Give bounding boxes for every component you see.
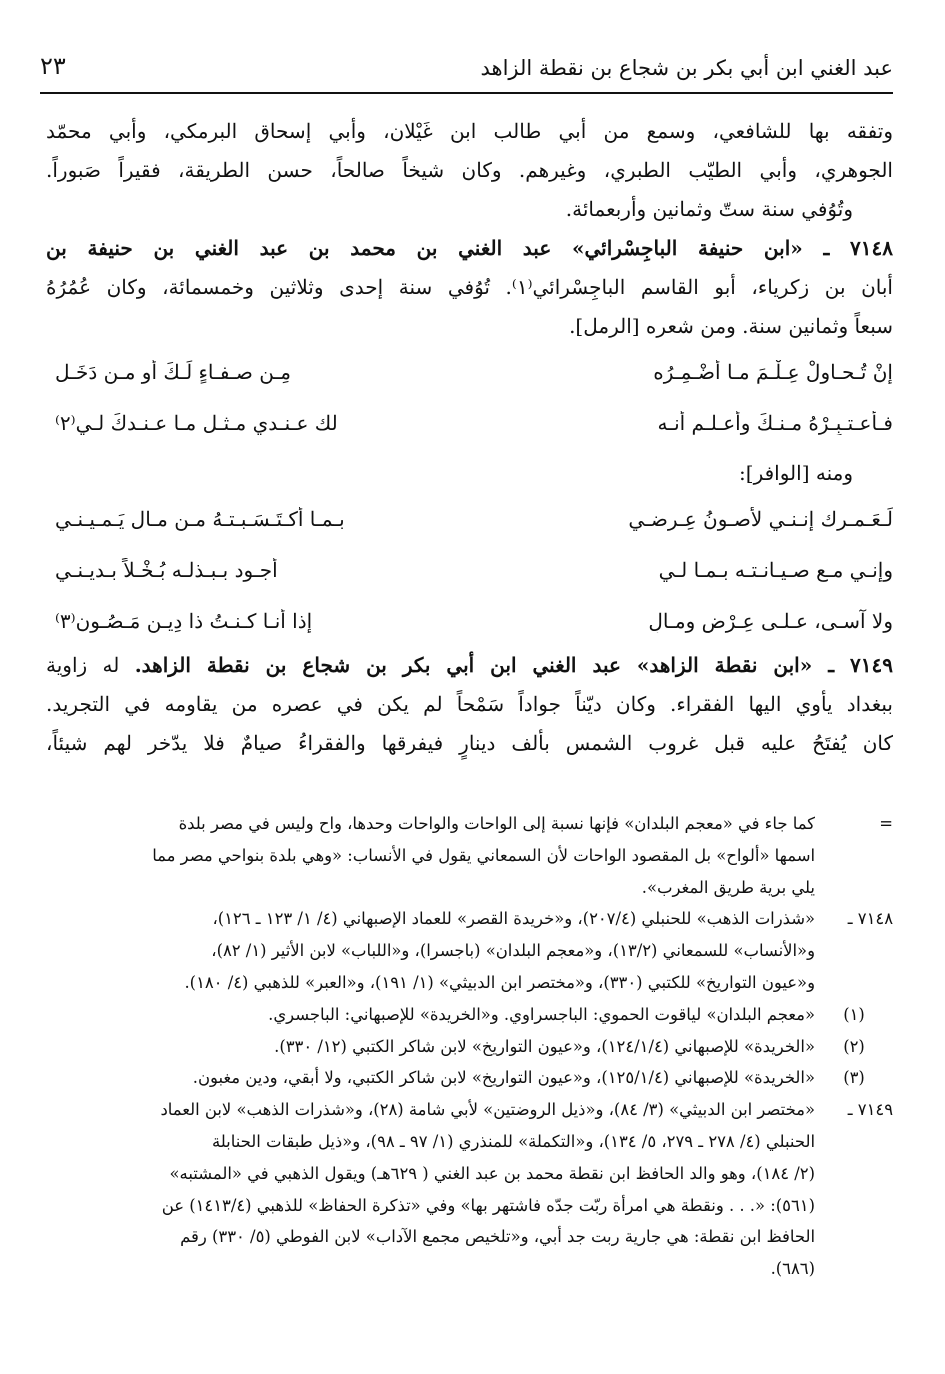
footnote-line: (٢/ ١٨٤)، وهو والد الحافظ ابن نقطة محمد بن عبد الغني ( ٦٢٩هـ) ويقول الذهبي في «المشتبه» bbox=[169, 1163, 815, 1183]
footnote-3 bbox=[46, 1062, 893, 1094]
footnote-continuation bbox=[46, 808, 893, 840]
footnote-number: (١) bbox=[843, 1004, 865, 1024]
body-line: وتفقه بها للشافعي، وسمع من أبي طالب ابن غَيْلان، وأبي إسحاق البرمكي، وأبي محمّد bbox=[46, 119, 893, 143]
poem-verse bbox=[46, 544, 893, 595]
footnote-number: (٣) bbox=[843, 1068, 865, 1088]
verse-first-hemistich: لَـعَـمـرك إنـنـي لأصـونُ عِـرضـي bbox=[628, 506, 893, 531]
footnote-1 bbox=[46, 999, 893, 1031]
verse-second-hemistich: أجـود بـبـذلـه بُـخْـلاً بـديـنـي bbox=[55, 557, 278, 582]
entry-7148-heading: ٧١٤٨ ـ «ابن حنيفة الباجِسْرائي» عبد الغني بن محمد بن عبد الغني بن حنيفة بن bbox=[46, 236, 893, 260]
footnote-line: و«عيون التواريخ» للكتبي (٣٣٠)، و«مختصر ابن الدبيثي» (١/ ١٩١)، و«العبر» للذهبي (٤/ ١٨٠). bbox=[184, 972, 815, 992]
verse-first-hemistich: ولا آسـى، عـلـى عِـرْضٍ ومـالٍ bbox=[648, 608, 893, 633]
entry-7148-line: أبان بن زكرياء، أبو القاسم الباجِسْرائي⁽١⁾. تُوُفي سنة إحدى وثلاثين وخمسمائة، وكان عُمُرُهُ bbox=[46, 275, 893, 299]
footnote-line-row bbox=[46, 1221, 893, 1253]
entry-7148-line: سبعاً وثمانين سنة. ومن شعره [الرمل]. bbox=[569, 314, 893, 338]
poem-verse bbox=[46, 397, 893, 448]
verse-second-hemistich: بـمـا أكـتَـسَـبـتـهُ مـن مـالِ يَـمـيـنـي bbox=[55, 506, 345, 531]
source-note-7148 bbox=[46, 903, 893, 935]
verse-second-hemistich: لك عـنـدي مـثـل مـا عـنـدكَ لـي⁽٢⁾ bbox=[55, 410, 338, 435]
footnote-line: الحنبلي (٤/ ٢٧٨ ـ ٢٧٩، ٥/ ١٣٤)، و«التكملة» للمنذري (١/ ٩٧ ـ ٩٨)، و«ذيل طبقات الحنابلة bbox=[211, 1131, 815, 1151]
footnotes bbox=[46, 808, 893, 1285]
footnote-line-row bbox=[46, 840, 893, 872]
poem-verse bbox=[46, 346, 893, 397]
footnote-line: كما جاء في «معجم البلدان» فإنها نسبة إلى الواحات والواحات وحدها، واح وليس في مصر بلدة bbox=[178, 814, 815, 833]
poem-verse bbox=[46, 493, 893, 544]
footnote-line-row bbox=[46, 1126, 893, 1158]
verse-second-hemistich: إذا أنـا كـنـتُ ذا دِيـنٍ مَـصُـونِ⁽٣⁾ bbox=[55, 608, 313, 633]
footnote-line: (٦٨٦). bbox=[770, 1259, 815, 1279]
footnote-line: «شذرات الذهب» للحنبلي (٢٠٧/٤)، و«خريدة القصر» للعماد الإصبهاني (٤/ ١/ ١٢٣ ـ ١٢٦)، bbox=[212, 909, 815, 929]
source-note-key: ٧١٤٨ ـ bbox=[847, 909, 893, 929]
header-title: عبد الغني ابن أبي بكر بن شجاع بن نقطة الزاهد bbox=[480, 56, 893, 80]
footnote-line: (٥٦١): «. . . ونقطة هي امرأة ربّت جدّه فاشتهر بها» وفي «تذكرة الحفاظ» للذهبي (١٤١٣/٤) عن bbox=[161, 1195, 815, 1215]
entry-7149-heading-tail: له زاوية bbox=[46, 653, 135, 677]
entry-7149-heading bbox=[46, 646, 893, 685]
entry-7149-line: ببغداد يأوي اليها الفقراء. وكان ديّناً جواداً سَمْحاً لم يكن في عصره من يقاومه في التجريد. bbox=[46, 692, 893, 716]
footnote-line: و«الأنساب» للسمعاني (١٣/٢)، و«معجم البلدان» (باجسرا)، و«اللباب» لابن الأثير (١/ ٨٢)، bbox=[211, 941, 815, 961]
footnote-line-row bbox=[46, 872, 893, 904]
footnote-number: (٢) bbox=[843, 1036, 865, 1056]
footnote-line-row bbox=[46, 1158, 893, 1190]
footnote-text: «الخريدة» للإصبهاني (١٢٥/١/٤)، و«عيون التواريخ» لابن شاكر الكتبي، ولا أبقي، ودين مغبون. bbox=[192, 1068, 815, 1088]
footnote-line: الحافظ ابن نقطة: هي جارية ربت جد أبي، و«تلخيص مجمع الآداب» لابن الفوطي (٥/ ٣٣٠) رقم bbox=[180, 1227, 815, 1247]
footnote-line-row bbox=[46, 1253, 893, 1285]
source-note-7149 bbox=[46, 1094, 893, 1126]
verse-first-hemistich: إنْ تُـحـاوِلْ عِـلْـمَ مـا أُضْـمِـرُه bbox=[653, 359, 893, 384]
footnote-text: «الخريدة» للإصبهاني (١٢٤/١/٤)، و«عيون التواريخ» لابن شاكر الكتبي (١٢/ ٣٣٠). bbox=[274, 1036, 815, 1056]
footnote-line-row bbox=[46, 935, 893, 967]
continuation-mark: = bbox=[879, 814, 893, 833]
body-line: وتُوُفي سنة ستّ وثمانين وأربعمائة. bbox=[565, 197, 853, 221]
page-number: ٢٣ bbox=[40, 52, 66, 80]
footnote-line-row bbox=[46, 967, 893, 999]
verse-second-hemistich: مِـن صـفـاءٍ لَـكَ أو مـن دَخَـلِ bbox=[55, 359, 291, 384]
footnote-line: اسمها «ألواح» بل المقصود الواحات لأن السمعاني يقول في الأنساب: «وهي بلدة بنواحي مصر مما bbox=[152, 845, 815, 865]
entry-7149-title: ٧١٤٩ ـ «ابن نقطة الزاهد» عبد الغني ابن أبي بكر بن شجاع بن نقطة الزاهد. bbox=[134, 653, 893, 677]
source-note-key: ٧١٤٩ ـ bbox=[847, 1100, 893, 1120]
body-line: الجوهري، وأبي الطيّب الطبري، وغيرهم. وكان شيخاً صالحاً، حسن الطريقة، فقيراً صَبوراً. bbox=[46, 158, 893, 182]
verse-first-hemistich: فـأعـتـبِـرْهُ مـنـكَ وأعـلـم أنـه bbox=[657, 410, 893, 435]
footnote-text: «معجم البلدان» لياقوت الحموي: الباجسراوي. و«الخريدة» للإصبهاني: الباجسري. bbox=[268, 1004, 815, 1024]
footnote-line: «مختصر ابن الدبيثي» (٣/ ٨٤)، و«ذيل الروضتين» لأبي شامة (٢٨)، و«شذرات الذهب» لابن العماد bbox=[160, 1100, 815, 1120]
entry-7149-line: كان يُفتَحُ عليه قبل غروب الشمس بألف دينارٍ فيفرقها والفقراءُ صيامٌ فلا يدّخر لهم شيئاً، bbox=[46, 731, 893, 755]
poem-meter-label: ومنه [الوافر]: bbox=[739, 461, 853, 485]
footnote-line: يلي برية طريق المغرب». bbox=[641, 877, 815, 897]
poem-verse bbox=[46, 595, 893, 646]
verse-first-hemistich: وإنـي مـع صـيـانـتـه بـمـا لـي bbox=[658, 557, 893, 582]
footnote-2 bbox=[46, 1031, 893, 1063]
running-header bbox=[40, 48, 893, 94]
footnote-line-row bbox=[46, 1190, 893, 1222]
main-text bbox=[46, 112, 893, 763]
